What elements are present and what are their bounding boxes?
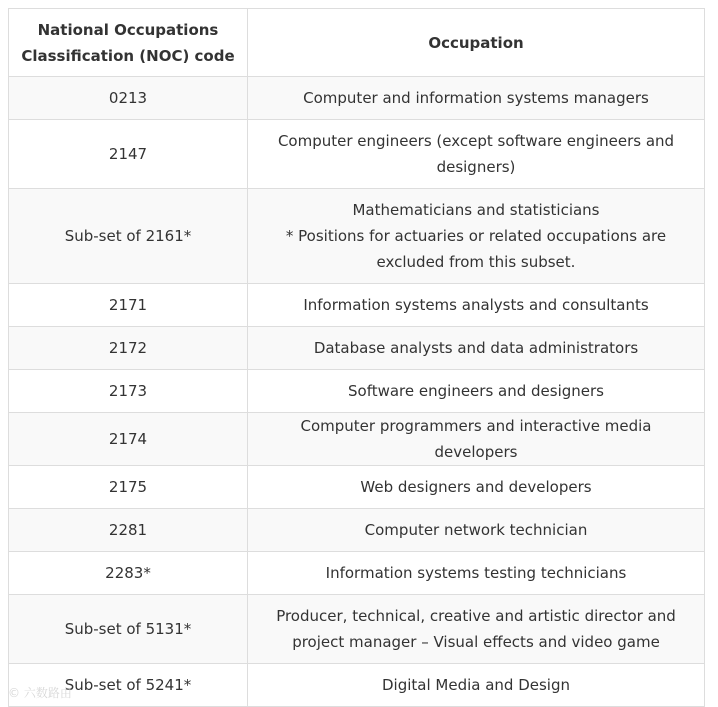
occupation-text: Computer programmers and interactive media developers — [300, 417, 652, 461]
table-row — [9, 284, 705, 327]
occupation-cell — [248, 413, 705, 466]
occupation-text: Information systems analysts and consultants — [303, 296, 649, 314]
table-row — [9, 664, 705, 707]
occupation-note: * Positions for actuaries or related occupations are excluded from this subset. — [285, 227, 667, 271]
noc-code-cell: 2283* — [9, 552, 248, 595]
occupation-cell — [248, 284, 705, 327]
occupation-text: Computer network technician — [364, 521, 588, 539]
occupation-cell — [248, 664, 705, 707]
table-row — [9, 413, 705, 466]
noc-code-cell: 2174 — [9, 413, 248, 466]
table-row — [9, 552, 705, 595]
table-body — [9, 77, 705, 707]
noc-code-cell: 2281 — [9, 509, 248, 552]
watermark-logo: © 六数路由 — [8, 686, 72, 700]
noc-code-cell: 0213 — [9, 77, 248, 120]
noc-code-cell: 2175 — [9, 466, 248, 509]
occupation-cell — [248, 509, 705, 552]
occupation-text: Mathematicians and statisticians — [352, 201, 600, 219]
occupation-text: Computer engineers (except software engineers and designers) — [277, 132, 675, 176]
occupation-cell — [248, 466, 705, 509]
occupation-cell — [248, 77, 705, 120]
column-header-noc-code: National Occupations Classification (NOC) code — [9, 9, 248, 77]
table-row — [9, 370, 705, 413]
noc-code-cell: Sub-set of 5241* — [9, 664, 248, 707]
occupation-text: Information systems testing technicians — [325, 564, 627, 582]
occupation-text: Web designers and developers — [360, 478, 592, 496]
table-row — [9, 189, 705, 284]
occupation-text: Digital Media and Design — [381, 676, 570, 694]
noc-code-cell: 2172 — [9, 327, 248, 370]
occupation-cell — [248, 370, 705, 413]
occupation-cell — [248, 189, 705, 284]
table-row — [9, 466, 705, 509]
table-header-row — [9, 9, 705, 77]
table-row — [9, 509, 705, 552]
table-row — [9, 77, 705, 120]
occupation-text: Software engineers and designers — [348, 382, 604, 400]
occupation-cell — [248, 120, 705, 189]
column-header-occupation: Occupation — [248, 9, 705, 77]
noc-code-cell: Sub-set of 2161* — [9, 189, 248, 284]
occupation-cell — [248, 595, 705, 664]
table-row — [9, 595, 705, 664]
occupation-text: Computer and information systems managers — [303, 89, 649, 107]
noc-occupation-table — [8, 8, 705, 707]
occupation-text: Database analysts and data administrators — [313, 339, 639, 357]
occupation-cell — [248, 327, 705, 370]
table-row — [9, 120, 705, 189]
noc-code-cell: 2173 — [9, 370, 248, 413]
table-row — [9, 327, 705, 370]
noc-code-cell: 2147 — [9, 120, 248, 189]
noc-code-cell: Sub-set of 5131* — [9, 595, 248, 664]
occupation-cell — [248, 552, 705, 595]
noc-code-cell: 2171 — [9, 284, 248, 327]
occupation-text: Producer, technical, creative and artistic director and project manager – Visual effects and video game — [276, 607, 676, 651]
